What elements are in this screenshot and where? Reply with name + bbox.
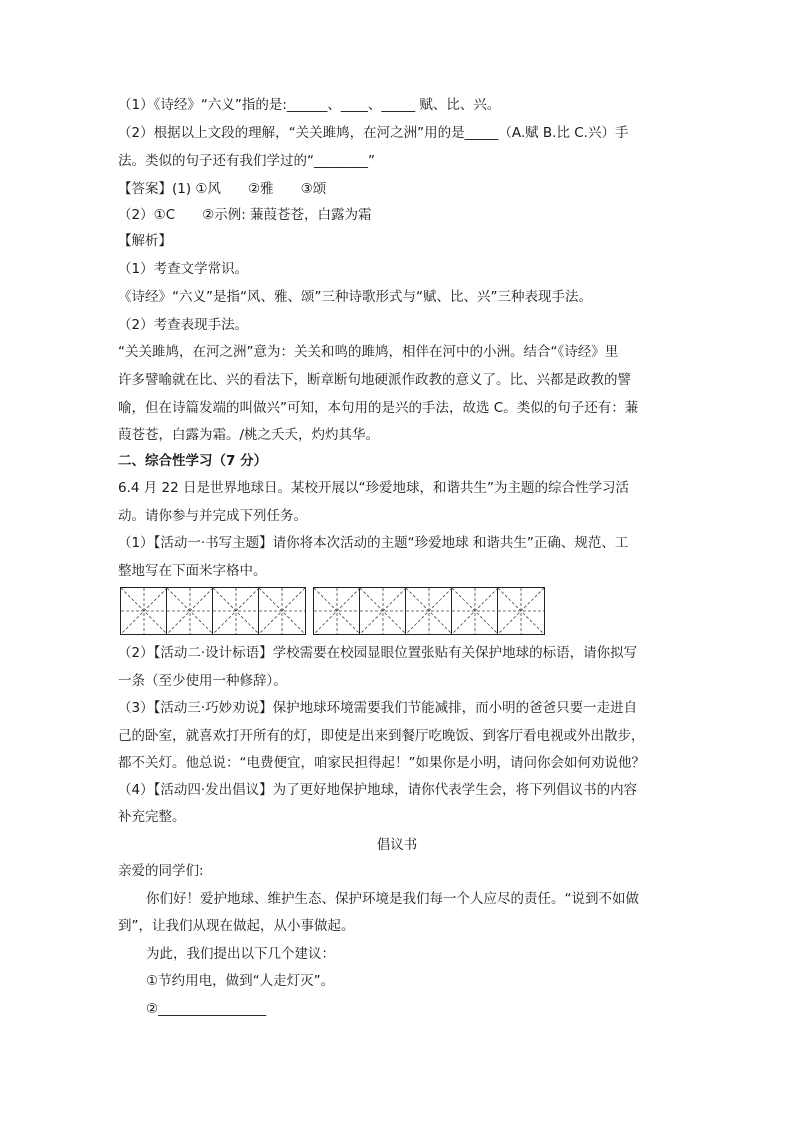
task-3-line: （3）【活动三·巧妙劝说】保护地球环境需要我们节能减排，而小明的爸爸只要一走进自	[118, 700, 638, 716]
letter-greeting: 亲爱的同学们:	[118, 863, 204, 879]
analysis-line: 喻，但在诗篇发端的叫做兴”可知，本句用的是兴的手法，故选 C。类似的句子还有：蒹	[118, 400, 639, 416]
section-heading: 二、综合性学习（7 分）	[118, 453, 268, 469]
task-4-line: 补充完整。	[118, 809, 186, 825]
letter-suggestion-1: ①节约用电，做到“人走灯灭”。	[146, 973, 335, 989]
answer-line-2: （2）①C ②示例: 蒹葭苍苍，白露为霜	[118, 207, 372, 223]
analysis-line: （1）考查文学常识。	[118, 261, 249, 277]
mizi-cell[interactable]	[259, 588, 305, 634]
mizi-cell[interactable]	[360, 588, 406, 634]
analysis-line: 许多譬喻就在比、兴的看法下，断章断句地硬派作政教的意义了。比、兴都是政教的譬	[118, 372, 631, 388]
mizi-grid-right[interactable]	[313, 587, 545, 635]
letter-paragraph: 为此，我们提出以下几个建议：	[146, 946, 335, 962]
mizi-cell[interactable]	[121, 588, 167, 634]
task-1-line: 整地写在下面米字格中。	[118, 563, 267, 579]
mizi-cell[interactable]	[452, 588, 498, 634]
section-intro: 动。请你参与并完成下列任务。	[118, 508, 307, 524]
mizi-cell[interactable]	[406, 588, 452, 634]
letter-title: 倡议书	[376, 837, 418, 853]
task-3-line: 己的卧室，就喜欢打开所有的灯，即使是出来到餐厅吃晚饭、到客厅看电视或外出散步，	[118, 728, 645, 744]
letter-paragraph: 到”，让我们从现在做起，从小事做起。	[118, 918, 355, 934]
question-1-line: （1）《诗经》“六义”指的是:______、____、_____ 赋、比、兴。	[118, 97, 501, 113]
mizi-cell[interactable]	[167, 588, 213, 634]
letter-paragraph: 你们好！爱护地球、维护生态、保护环境是我们每一个人应尽的责任。“说到不如做	[146, 891, 639, 907]
analysis-line: 《诗经》“六义”是指“风、雅、颂”三种诗歌形式与“赋、比、兴”三种表现手法。	[118, 289, 592, 305]
question-2-line: （2）根据以上文段的理解，“关关雎鸠，在河之洲”用的是_____（A.赋 B.比 C.兴）手	[118, 125, 629, 141]
task-4-line: （4）【活动四·发出倡议】为了更好地保护地球，请你代表学生会，将下列倡议书的内容	[118, 782, 638, 798]
mizi-grid-left[interactable]	[120, 587, 306, 635]
section-intro: 6.4 月 22 日是世界地球日。某校开展以“珍爱地球，和谐共生”为主题的综合性学习活	[118, 480, 630, 496]
answer-line-1: 【答案】(1) ①风 ②雅 ③颂	[118, 181, 327, 197]
analysis-line: 葭苍苍，白露为霜。/桃之夭夭，灼灼其华。	[118, 427, 380, 443]
letter-suggestion-2-blank[interactable]: ②________________	[146, 1001, 267, 1017]
analysis-line: （2）考查表现手法。	[118, 317, 249, 333]
task-2-line: （2）【活动二·设计标语】学校需要在校园显眼位置张贴有关保护地球的标语，请你拟写	[118, 645, 638, 661]
analysis-line: “关关雎鸠，在河之洲”意为：关关和鸣的雎鸠，相伴在河中的小洲。结合“《诗经》里	[118, 344, 619, 360]
mizi-cell[interactable]	[314, 588, 360, 634]
analysis-label: 【解析】	[118, 233, 172, 249]
task-2-line: 一条（至少使用一种修辞）。	[118, 673, 287, 689]
mizi-cell[interactable]	[213, 588, 259, 634]
mizi-cell[interactable]	[498, 588, 544, 634]
question-2-line-cont: 法。类似的句子还有我们学过的“________”	[118, 153, 375, 169]
task-3-line: 都不关灯。他总说：“电费便宜，咱家民担得起！”如果你是小明，请问你会如何劝说他？	[118, 755, 645, 771]
task-1-line: （1）【活动一·书写主题】请你将本次活动的主题“珍爱地球 和谐共生”正确、规范、工	[118, 535, 629, 551]
